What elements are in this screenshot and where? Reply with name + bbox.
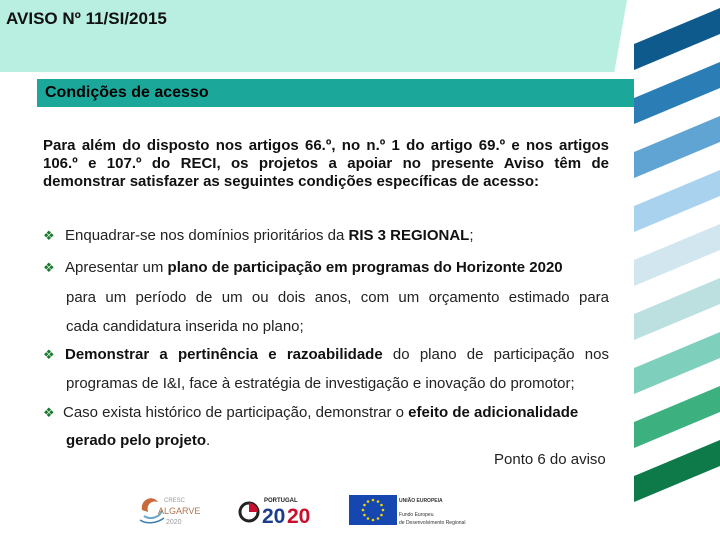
stripe [634, 332, 720, 394]
svg-text:20: 20 [287, 505, 311, 528]
stripe [634, 224, 720, 286]
bullet-bold: efeito de adicionalidade [408, 404, 579, 421]
svg-text:2020: 2020 [166, 519, 182, 526]
stripe [634, 386, 720, 448]
bullet-continuation [66, 432, 210, 450]
stripes-svg [634, 0, 720, 540]
eu-flag-icon [349, 495, 397, 525]
svg-text:CRESC: CRESC [164, 498, 186, 504]
bullet-text: Caso exista histórico de participação, demonstrar o [63, 404, 409, 421]
diamond-clover-icon: ❖ [43, 228, 55, 243]
list-item [43, 259, 563, 277]
stripe [634, 8, 720, 70]
bullet-bold: gerado pelo projeto [66, 432, 207, 449]
stripe [634, 278, 720, 340]
bullet-text: ; [469, 227, 474, 244]
eu-caption-line: Fundo Europeu [399, 512, 434, 518]
bullet-text: . [206, 432, 211, 449]
source-note: Ponto 6 do aviso [494, 451, 606, 468]
diamond-clover-icon: ❖ [43, 347, 55, 362]
stripe [634, 170, 720, 232]
svg-text:PORTUGAL: PORTUGAL [264, 498, 298, 504]
svg-text:20: 20 [262, 505, 286, 528]
bullet-text: Enquadrar-se nos domínios prioritários da [65, 227, 349, 244]
list-item [43, 227, 474, 245]
diamond-clover-icon: ❖ [43, 260, 55, 275]
cresc-algarve-logo [136, 490, 201, 528]
bullet-continuation: para um período de um ou dois anos, com um orçamento estimado para [66, 289, 609, 306]
list-item [43, 404, 578, 422]
bullet-text: Apresentar um [65, 259, 168, 276]
bullet-continuation: programas de I&I, face à estratégia de investigação e inovação do promotor; [66, 375, 575, 392]
intro-paragraph: Para além do disposto nos artigos 66.º, no n.º 1 do artigo 69.º e nos artigos 106.º e 107.º do RECI, os projetos a apoiar no presente Aviso têm de demonstrar satisfazer as seguintes condições específicas de acesso: [43, 137, 609, 190]
list-item [43, 346, 609, 364]
stripe [634, 62, 720, 124]
eu-caption-line: UNIÃO EUROPEIA [399, 498, 443, 504]
section-title: Condições de acesso [45, 84, 209, 101]
stripe [634, 440, 720, 502]
bullet-continuation: cada candidatura inserida no plano; [66, 318, 304, 335]
bullet-bold: plano de participação em programas do Horizonte 2020 [167, 259, 563, 276]
page-title: AVISO Nº 11/SI/2015 [6, 9, 167, 28]
bullet-bold: Demonstrar a pertinência e razoabilidade [65, 346, 383, 363]
svg-text:ALGARVE: ALGARVE [158, 506, 201, 516]
eu-caption-line: de Desenvolvimento Regional [399, 520, 466, 526]
bullet-text: do plano de participação nos [382, 346, 609, 363]
section-bar [37, 79, 634, 107]
portugal-2020-logo [238, 490, 343, 528]
diamond-clover-icon: ❖ [43, 405, 55, 420]
title-fold-decoration [600, 0, 636, 72]
stripe [634, 116, 720, 178]
bullet-bold: RIS 3 REGIONAL [348, 227, 470, 244]
eu-caption [399, 497, 465, 527]
